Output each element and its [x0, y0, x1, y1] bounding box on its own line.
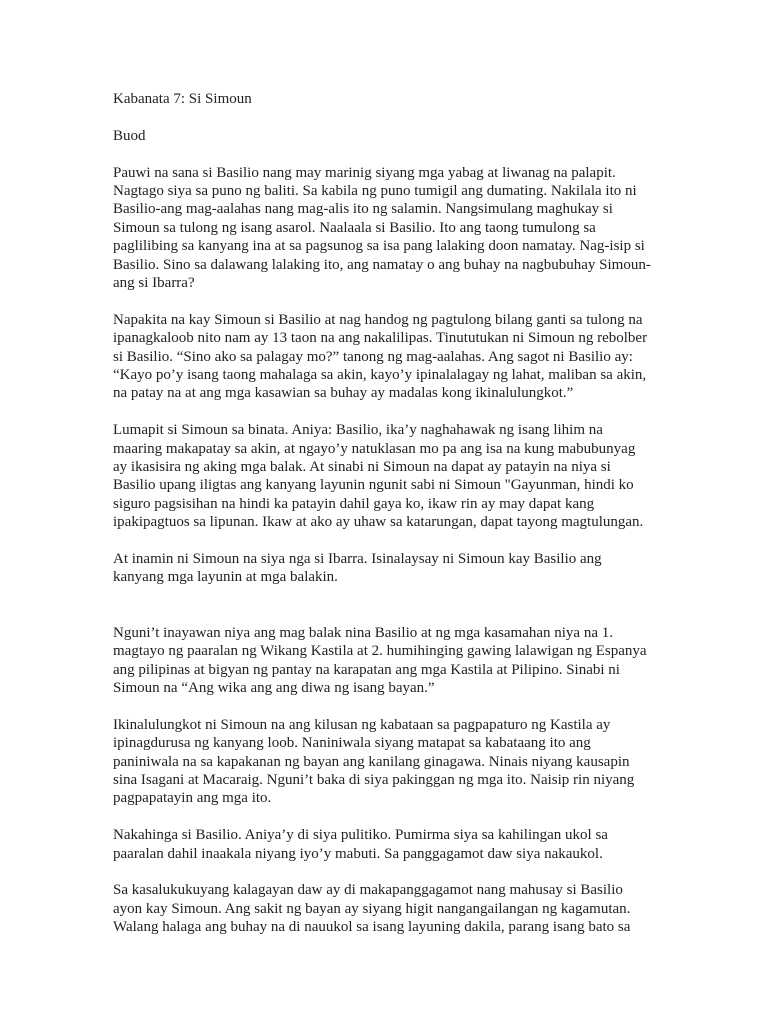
paragraph-3: Lumapit si Simoun sa binata. Aniya: Basilio, ika’y naghahawak ng isang lihim na maaring makapatay sa akin, at ngayo’y natuklasan mo pa ang isa na kung mabubunyag ay ikasisira ng aking mga balak. At sinabi ni Simoun na dapat ay patayin na niya si Basilio upang iligtas ang kanyang layunin ngunit sabi ni Simoun "Gayunman, hindi ko siguro pagsisihan na hindi ka patayin dahil gaya ko, ikaw rin ay may dapat kang ipakipagtuos sa lipunan. Ikaw at ako ay uhaw sa katarungan, dapat tayong magtulungan. [113, 422, 644, 531]
chapter-title: Kabanata 7: Si Simoun [113, 91, 252, 107]
paragraph-5: Nguni’t inayawan niya ang mag balak nina Basilio at ng mga kasamahan niya na 1. magtayo ng paaralan ng Wikang Kastila at 2. humihinging gawing lalawigan ng Espanya ang pilipinas at bigyan ng pantay na karapatan ang mga Kastila at Pilipino. Sinabi ni Simoun na “Ang wika ang ang diwa ng isang bayan.” [113, 624, 647, 696]
paragraph-8: Sa kasalukukuyang kalagayan daw ay di makapanggagamot nang mahusay si Basilio ayon kay Simoun. Ang sakit ng bayan ay siyang higit nangangailangan ng kagamutan. Walang halaga ang buhay na di nauukol sa isang layuning dakila, parang isang bato sa [113, 882, 631, 936]
paragraph-6: Ikinalulungkot ni Simoun na ang kilusan ng kabataan sa pagpapaturo ng Kastila ay ipinagdurusa ng kanyang loob. Naniniwala siyang matapat sa kabataang ito ang paniniwala na sa kapakanan ng bayan ang kanilang ginagawa. Ninais niyang kausapin sina Isagani at Macaraig. Nguni’t baka di siya pakinggan ng mga ito. Naisip rin niyang pagpapatayin ang mga ito. [113, 716, 635, 807]
document-body [113, 90, 673, 955]
paragraph-2: Napakita na kay Simoun si Basilio at nag handog ng pagtulong bilang ganti sa tulong na ipanagkaloob nito nam ay 13 taon na ang nakalilipas. Tinututukan ni Simoun ng rebolber si Basilio. “Sino ako sa palagay mo?” tanong ng mag-aalahas. Ang sagot ni Basilio ay: “Kayo po’y isang taong mahalaga sa akin, kayo’y ipinalalagay ng lahat, maliban sa akin, na patay na at ang mga kasawian sa buhay ay madalas kong ikinalulungkot.” [113, 311, 648, 402]
section-heading: Buod [113, 127, 146, 144]
paragraph-1: Pauwi na sana si Basilio nang may marinig siyang mga yabag at liwanag na palapit. Nagtago siya sa puno ng baliti. Sa kabila ng puno tumigil ang dumating. Nakilala ito ni Basilio-ang mag-aalahas nang mag-alis ito ng salamin. Nangsimulang maghukay si Simoun sa tulong ng isang asarol. Naalaala si Basilio. Ito ang taong tumulong sa paglilibing sa kanyang ina at sa pagsunog sa isa pang lalaking doon namatay. Nag-isip si Basilio. Sino sa dalawang lalaking ito, ang namatay o ang buhay na nagbubuhay Simoun- ang si Ibarra? [113, 164, 651, 292]
paragraph-4: At inamin ni Simoun na siya nga si Ibarra. Isinalaysay ni Simoun kay Basilio ang kanyang mga layunin at mga balakin. [113, 551, 602, 586]
paragraph-7: Nakahinga si Basilio. Aniya’y di siya pulitiko. Pumirma siya sa kahilingan ukol sa paaralan dahil inaakala niyang iyo’y mabuti. Sa panggagamot daw siya nakaukol. [113, 827, 608, 862]
